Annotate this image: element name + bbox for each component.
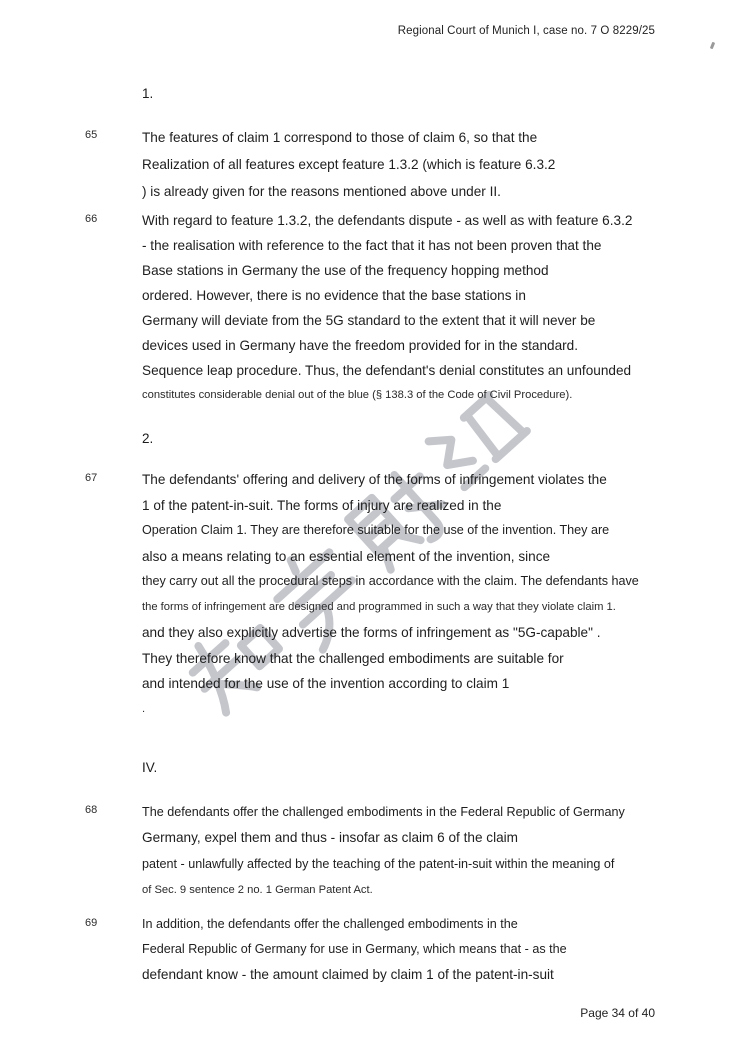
text-line: . [142, 702, 146, 715]
text-line: Federal Republic of Germany for use in Germany, which means that - as the [142, 942, 567, 956]
margin-number-67: 67 [85, 472, 98, 484]
paragraph-65 [85, 124, 556, 205]
text-line: the forms of infringement are designed and programmed in such a way that they violate claim 1. [142, 600, 616, 613]
text-line: patent - unlawfully affected by the teaching of the patent-in-suit within the meaning of [142, 857, 615, 871]
section-heading-1: 1. [142, 86, 154, 101]
paragraph-69 [85, 912, 567, 987]
text-line: and intended for the use of the invention according to claim 1 [142, 676, 510, 691]
paragraph-66 [85, 208, 633, 408]
header-case-reference: Regional Court of Munich I, case no. 7 O 8229/25 [397, 25, 655, 37]
margin-number-66: 66 [85, 213, 98, 225]
text-line: ordered. However, there is no evidence that the base stations in [142, 288, 526, 303]
paragraph-67 [85, 467, 639, 722]
text-line: The defendants offer the challenged embodiments in the Federal Republic of Germany [142, 805, 625, 819]
text-line: devices used in Germany have the freedom provided for in the standard. [142, 338, 579, 353]
text-line: 1 of the patent-in-suit. The forms of injury are realized in the [142, 497, 502, 513]
text-line: They therefore know that the challenged embodiments are suitable for [142, 650, 564, 666]
text-line: and they also explicitly advertise the forms of infringement as "5G-capable" . [142, 625, 601, 640]
margin-number-69: 69 [85, 917, 98, 929]
text-line: of Sec. 9 sentence 2 no. 1 German Patent Act. [142, 884, 373, 896]
margin-number-65: 65 [85, 129, 98, 141]
text-line: Germany, expel them and thus - insofar as claim 6 of the claim [142, 830, 519, 845]
text-line: Sequence leap procedure. Thus, the defendant's denial constitutes an unfounded [142, 363, 632, 378]
text-line: In addition, the defendants offer the challenged embodiments in the [142, 917, 518, 931]
paragraph-68 [85, 799, 625, 903]
text-line: The features of claim 1 correspond to those of claim 6, so that the [142, 130, 538, 145]
text-line: Realization of all features except feature 1.3.2 (which is feature 6.3.2 [142, 157, 556, 172]
text-line: Base stations in Germany the use of the frequency hopping method [142, 263, 549, 278]
section-heading-2: 2. [142, 431, 154, 446]
text-line: constitutes considerable denial out of the blue (§ 138.3 of the Code of Civil Procedure). [142, 389, 573, 401]
page-number: Page 34 of 40 [580, 1006, 655, 1020]
text-line: - the realisation with reference to the fact that it has not been proven that the [142, 238, 602, 253]
text-line: ) is already given for the reasons mentioned above under II. [142, 184, 501, 199]
scan-artifact [710, 42, 715, 50]
text-line: Germany will deviate from the 5G standard to the extent that it will never be [142, 313, 596, 328]
text-line: they carry out all the procedural steps in accordance with the claim. The defendants have [142, 574, 639, 588]
text-line: also a means relating to an essential element of the invention, since [142, 548, 551, 564]
margin-number-68: 68 [85, 804, 98, 816]
text-line: The defendants' offering and delivery of the forms of infringement violates the [142, 472, 607, 487]
section-heading-iv: IV. [142, 760, 158, 775]
text-line: defendant know - the amount claimed by claim 1 of the patent-in-suit [142, 967, 554, 982]
text-line: With regard to feature 1.3.2, the defendants dispute - as well as with feature 6.3.2 [142, 213, 633, 228]
text-line: Operation Claim 1. They are therefore suitable for the use of the invention. They are [142, 523, 610, 537]
